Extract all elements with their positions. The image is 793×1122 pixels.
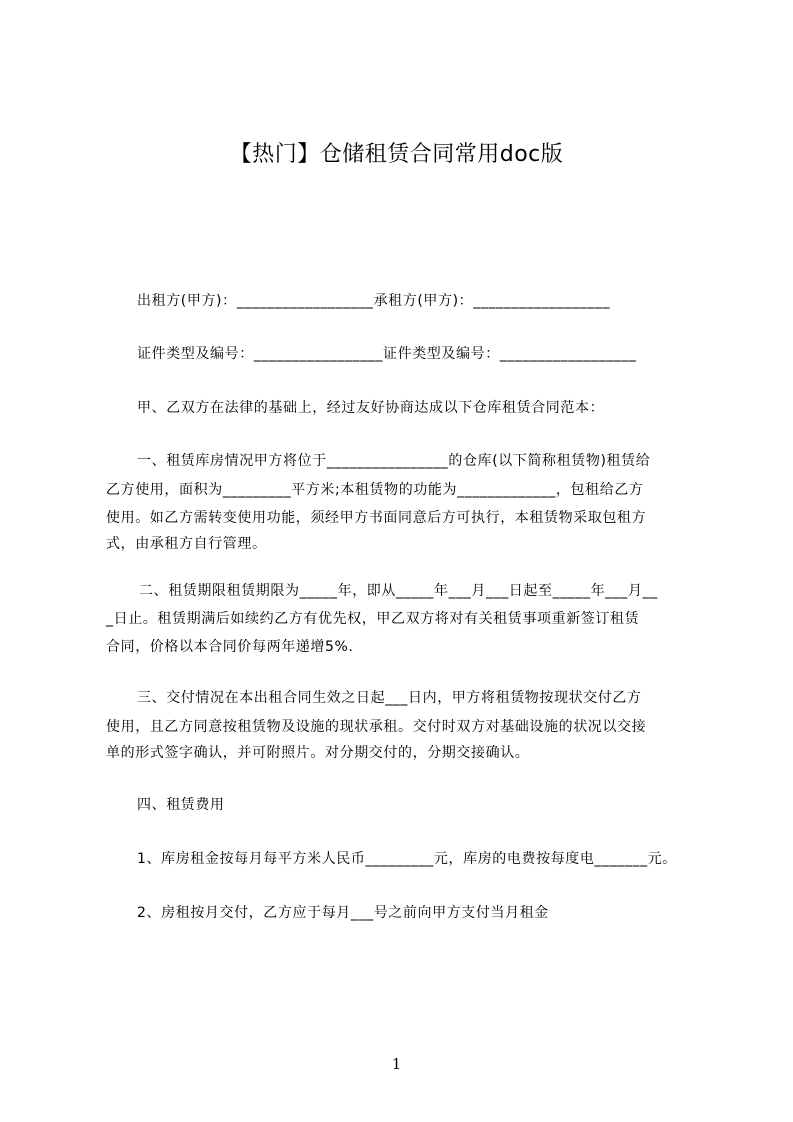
document-title: 【热门】仓储租赁合同常用doc版 — [229, 142, 564, 167]
section2-line1: 二、租赁期限租赁期限为_____年，即从_____年___月___日起至_____年___月__ — [139, 583, 658, 599]
section3-line2: 使用，且乙方同意按租赁物及设施的现状承租。交付时双方对基础设施的状况以交接 — [106, 719, 647, 735]
rent-item-1: 1、库房租金按每月每平方米人民币_________元，库房的电费按每度电_______元。 — [137, 851, 677, 867]
parties-line: 出租方(甲方)：__________________承租方(甲方)：__________________ — [137, 293, 611, 309]
section1-line2: 乙方使用，面积为_________平方米;本租赁物的功能为_____________，包租给乙方 — [106, 482, 644, 498]
intro-paragraph: 甲、乙双方在法律的基础上，经过友好协商达成以下仓库租赁合同范本： — [137, 400, 605, 416]
section2-line2: _日止。租赁期满后如续约乙方有优先权，甲乙双方将对有关租赁事项重新签订租赁 — [106, 611, 640, 627]
page-number: 1 — [391, 1055, 402, 1073]
section1-line3: 使用。如乙方需转变使用功能，须经甲方书面同意后方可执行，本租赁物采取包租方 — [106, 510, 647, 526]
section4-heading: 四、租赁费用 — [137, 797, 225, 813]
rent-item-2: 2、房租按月交付，乙方应于每月___号之前向甲方支付当月租金 — [137, 905, 549, 921]
section1-line4: 式，由承租方自行管理。 — [106, 536, 267, 552]
section3-line3: 单的形式签字确认，并可附照片。对分期交付的，分期交接确认。 — [106, 745, 530, 761]
section1-line1: 一、租赁库房情况甲方将位于________________的仓库(以下简称租赁物)租赁给 — [137, 453, 651, 469]
section2-line3: 合同，价格以本合同价每两年递增5%. — [106, 639, 354, 655]
section3-line1: 三、交付情况在本出租合同生效之日起___日内，甲方将租赁物按现状交付乙方 — [137, 690, 642, 706]
id-line: 证件类型及编号：_________________证件类型及编号：__________________ — [137, 346, 637, 362]
